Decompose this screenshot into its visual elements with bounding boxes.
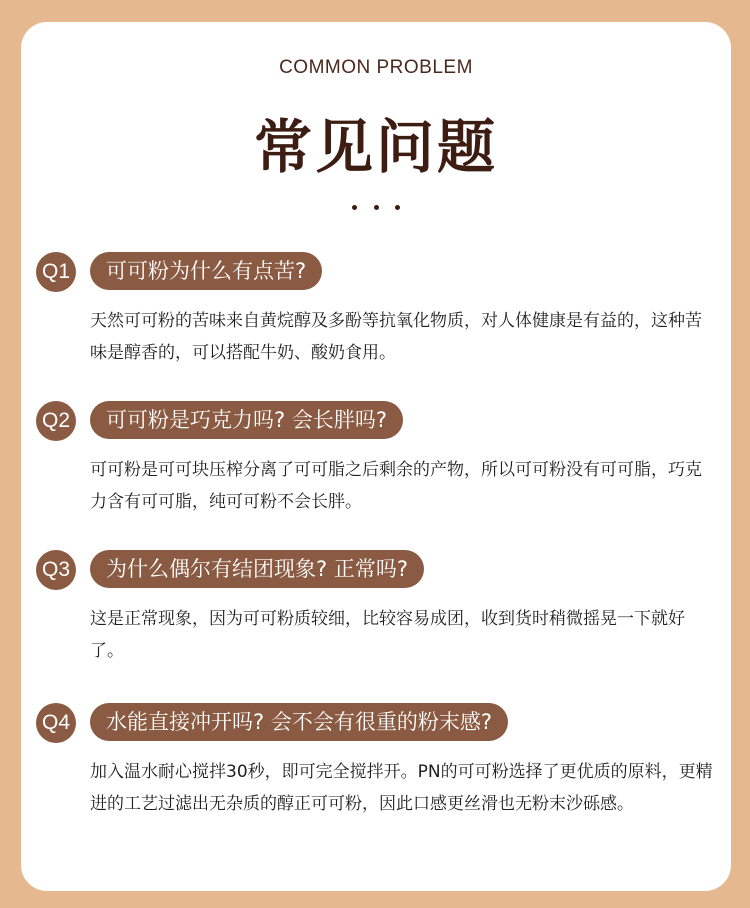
faq-card (21, 22, 731, 891)
divider-dot (395, 205, 400, 210)
answer-text: 天然可可粉的苦味来自黄烷醇及多酚等抗氧化物质，对人体健康是有益的，这种苦味是醇香的，可以搭配牛奶、酸奶食用。 (90, 311, 702, 363)
divider-dot (374, 205, 379, 210)
section-eyebrow: COMMON PROBLEM (279, 57, 473, 78)
question-number-badge: Q2 (36, 401, 76, 441)
question-number-badge: Q4 (36, 703, 76, 743)
question-label: 水能直接冲开吗? 会不会有很重的粉末感? (90, 703, 508, 741)
title-divider-dots (352, 205, 400, 211)
question-number-badge: Q1 (36, 252, 76, 292)
question-number-badge: Q3 (36, 550, 76, 590)
answer-text: 可可粉是可可块压榨分离了可可脂之后剩余的产物，所以可可粉没有可可脂，巧克力含有可可脂，纯可可粉不会长胖。 (90, 460, 702, 512)
answer-text: 这是正常现象，因为可可粉质较细，比较容易成团，收到货时稍微摇晃一下就好了。 (90, 609, 685, 661)
page-title: 常见问题 (253, 113, 498, 181)
answer-text: 加入温水耐心搅拌30秒，即可完全搅拌开。PN的可可粉选择了更优质的原料，更精进的工艺过滤出无杂质的醇正可可粉，因此口感更丝滑也无粉末沙砾感。 (90, 762, 713, 814)
question-label: 可可粉是巧克力吗? 会长胖吗? (90, 401, 403, 439)
question-label: 为什么偶尔有结团现象? 正常吗? (90, 550, 424, 588)
question-label: 可可粉为什么有点苦? (90, 252, 322, 290)
divider-dot (352, 205, 357, 210)
